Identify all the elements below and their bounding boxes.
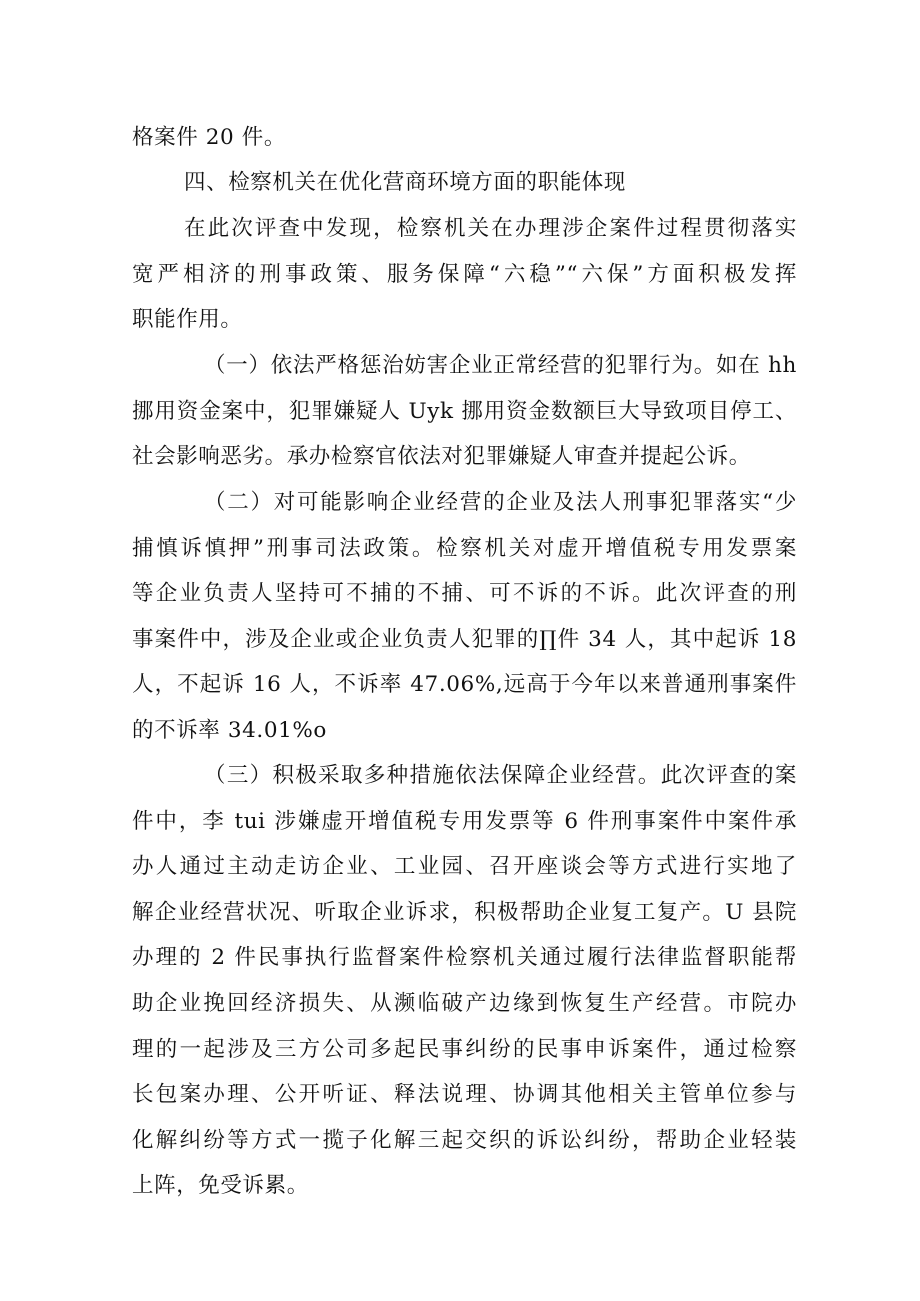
text-line: 四、检察机关在优化营商环境方面的职能体现: [184, 170, 627, 195]
paragraph-continuation: [132, 115, 797, 161]
text-line: （二）对可能影响企业经营的企业及法人刑事犯罪落实“少: [204, 490, 797, 515]
text-line: 的不诉率 34.01%o: [132, 717, 327, 743]
text-line: 宽严相济的刑事政策、服务保障“六稳”“六保”方面积极发挥: [132, 261, 797, 287]
text-line: 解企业经营状况、听取企业诉求，积极帮助企业复工复产。U 县院: [132, 899, 797, 925]
text-line: （三）积极采取多种措施依法保障企业经营。此次评查的案: [204, 763, 797, 788]
text-line: 化解纠纷等方式一揽子化解三起交织的诉讼纠纷，帮助企业轻装: [132, 1127, 797, 1153]
section-heading: [132, 160, 797, 206]
paragraph-item-1: [132, 343, 797, 480]
paragraph-item-3: [132, 753, 797, 1209]
text-line: 办理的 2 件民事执行监督案件检察机关通过履行法律监督职能帮: [132, 945, 797, 971]
text-line: 捕慎诉慎押”刑事司法政策。检察机关对虚开增值税专用发票案: [132, 535, 797, 561]
text-line: 挪用资金案中，犯罪嫌疑人 Uyk 挪用资金数额巨大导致项目停工、: [132, 398, 797, 424]
text-line: 办人通过主动走访企业、工业园、召开座谈会等方式进行实地了: [132, 854, 797, 880]
text-line: 事案件中，涉及企业或企业负责人犯罪的∏件 34 人，其中起诉 18: [132, 626, 797, 652]
text-line: 社会影响恶劣。承办检察官依法对犯罪嫌疑人审查并提起公诉。: [132, 444, 751, 470]
text-line: 格案件 20 件。: [132, 125, 286, 150]
text-line: 在此次评查中发现，检察机关在办理涉企案件过程贯彻落实: [184, 216, 797, 241]
text-line: 职能作用。: [132, 307, 243, 333]
text-line: 上阵，免受诉累。: [132, 1173, 309, 1199]
paragraph-item-2: [132, 480, 797, 754]
paragraph-intro: [132, 206, 797, 343]
text-line: 理的一起涉及三方公司多起民事纠纷的民事申诉案件，通过检察: [132, 1036, 797, 1062]
text-line: 件中，李 tui 涉嫌虚开增值税专用发票等 6 件刑事案件中案件承: [132, 808, 797, 834]
text-line: （一）依法严格惩治妨害企业正常经营的犯罪行为。如在 hh: [204, 353, 797, 378]
text-line: 等企业负责人坚持可不捕的不捕、可不诉的不诉。此次评查的刑: [132, 581, 797, 607]
text-line: 人，不起诉 16 人，不诉率 47.06%,远高于今年以来普通刑事案件: [132, 672, 797, 698]
text-line: 长包案办理、公开听证、释法说理、协调其他相关主管单位参与: [132, 1082, 797, 1108]
text-line: 助企业挽回经济损失、从濒临破产边缘到恢复生产经营。市院办: [132, 990, 797, 1016]
